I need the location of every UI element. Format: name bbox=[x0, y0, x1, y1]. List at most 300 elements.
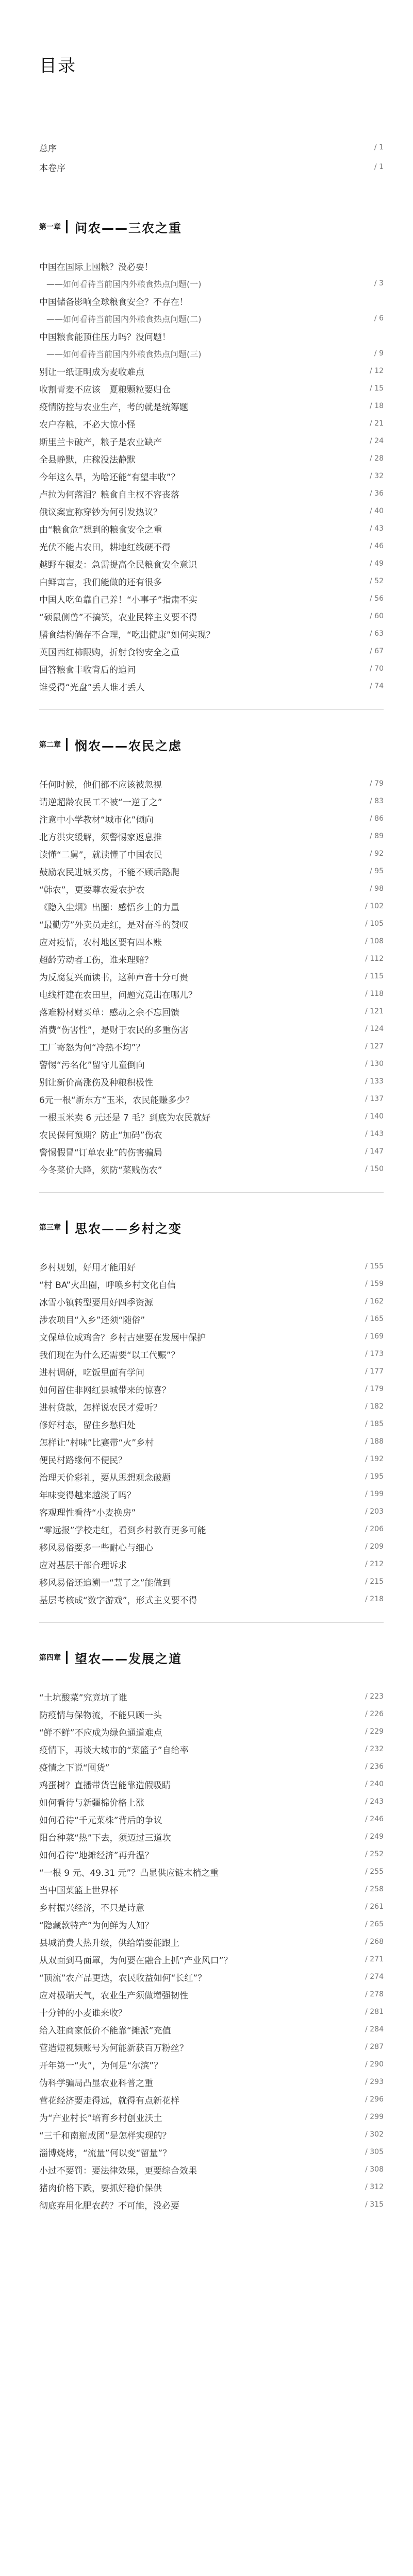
page-number: / 315 bbox=[365, 2200, 384, 2209]
toc-entry[interactable] bbox=[39, 292, 384, 310]
toc-entry[interactable] bbox=[39, 2108, 384, 2126]
page-number: / 143 bbox=[365, 1130, 384, 1138]
chapter-heading[interactable] bbox=[39, 1215, 384, 1239]
chapter-divider-bar bbox=[66, 220, 68, 233]
entry-title: 十分钟的小麦谁来收？ bbox=[39, 2008, 127, 2019]
chapter-divider bbox=[39, 1622, 384, 1623]
toc-entry[interactable] bbox=[39, 2021, 384, 2038]
toc-entry[interactable] bbox=[39, 450, 384, 467]
entry-title: 如何留住非网红县城带来的惊喜？ bbox=[39, 1385, 171, 1396]
toc-entry[interactable] bbox=[39, 590, 384, 607]
toc-entry[interactable] bbox=[39, 1090, 384, 1108]
toc-entry[interactable] bbox=[39, 1933, 384, 1951]
entry-title: 小过不要罚：要法律效果，更要综合效果 bbox=[39, 2165, 197, 2176]
page-number: / 284 bbox=[365, 2025, 384, 2033]
page-number: / 243 bbox=[365, 1798, 384, 1806]
entry-title: 我们现在为什么还需要“以工代赈”？ bbox=[39, 1350, 180, 1361]
entry-title: 越野车辗麦：急需提高全民粮食安全意识 bbox=[39, 560, 197, 570]
entry-title: 移风易俗要多一些耐心与细心 bbox=[39, 1543, 153, 1553]
page-number: / 98 bbox=[370, 885, 384, 893]
toc-entry[interactable] bbox=[39, 827, 384, 845]
entry-title: 消费“伤害性”，是财于农民的多重伤害 bbox=[39, 1025, 189, 1036]
toc-entry[interactable] bbox=[39, 1055, 384, 1073]
toc-entry[interactable] bbox=[39, 1590, 384, 1608]
entry-title: 给入驻商家低价不能靠“摊派”充值 bbox=[39, 2025, 171, 2036]
page-number: / 127 bbox=[365, 1042, 384, 1050]
entry-title: 别让新价高涨伤及种粮积极性 bbox=[39, 1077, 153, 1088]
chapter-divider bbox=[39, 1192, 384, 1193]
toc-entry[interactable] bbox=[39, 1775, 384, 1793]
page-number: / 79 bbox=[370, 779, 384, 788]
page-number: / 15 bbox=[370, 384, 384, 393]
entry-title: 请逆超龄农民工不被“一逆了之” bbox=[39, 797, 162, 808]
entry-title: 注意中小学教材“城市化”倾向 bbox=[39, 815, 154, 825]
page-number: / 130 bbox=[365, 1060, 384, 1068]
toc-entry[interactable] bbox=[39, 1450, 384, 1468]
entry-title: 为“产业村长”培育乡村创业沃土 bbox=[39, 2113, 162, 2124]
entry-title: 进村调研，吃饭里面有学问 bbox=[39, 1367, 144, 1378]
entry-title: ——如何看待当前国内外粮食热点问题(二) bbox=[46, 314, 202, 324]
entry-title: 乡村振兴经济，不只是诗意 bbox=[39, 1903, 144, 1913]
toc-entry[interactable] bbox=[39, 1916, 384, 1933]
entry-title: 文保单位成鸡舍？乡村古建要在发展中保护 bbox=[39, 1332, 206, 1343]
toc-entry[interactable] bbox=[39, 327, 384, 345]
chapter-section bbox=[39, 1215, 384, 1608]
toc-entry[interactable] bbox=[39, 1275, 384, 1293]
toc-entry[interactable] bbox=[39, 1828, 384, 1845]
entry-title: 治理天价彩礼，要从思想观念破题 bbox=[39, 1472, 171, 1483]
toc-entry[interactable] bbox=[39, 485, 384, 502]
toc-entry[interactable] bbox=[39, 380, 384, 397]
toc-entry[interactable] bbox=[39, 1503, 384, 1520]
front-matter-item[interactable] bbox=[39, 138, 384, 157]
entry-title: 伪科学骗局凸显农业科普之重 bbox=[39, 2078, 153, 2089]
toc-entry[interactable] bbox=[39, 1688, 384, 1705]
entry-title: 白鲜寓言，我们能做的还有很多 bbox=[39, 577, 162, 588]
entry-title: “顶流”农产品更迭，农民收益如何“长红”？ bbox=[39, 1973, 207, 1984]
page-number: / 159 bbox=[365, 1280, 384, 1288]
toc-entry[interactable] bbox=[39, 1433, 384, 1450]
entry-title: 鸡蛋树？直播带货岂能靠造假吸睛 bbox=[39, 1780, 171, 1791]
toc-entry[interactable] bbox=[39, 792, 384, 810]
toc-entry[interactable] bbox=[39, 415, 384, 432]
page-number: / 83 bbox=[370, 797, 384, 805]
toc-entry[interactable] bbox=[39, 1880, 384, 1898]
page-number: / 305 bbox=[365, 2148, 384, 2156]
entry-title: 警惕假冒“订单农业”的伤害骗局 bbox=[39, 1147, 162, 1158]
toc-entry[interactable] bbox=[39, 2056, 384, 2073]
page-number: / 32 bbox=[370, 472, 384, 480]
toc-entry[interactable] bbox=[39, 1380, 384, 1398]
entry-title: 如何看待“地摊经济”再升温？ bbox=[39, 1850, 154, 1861]
page-number: / 278 bbox=[365, 1990, 384, 1998]
toc-entry[interactable] bbox=[39, 1328, 384, 1345]
toc-entry[interactable] bbox=[39, 1345, 384, 1363]
page-number: / 74 bbox=[370, 682, 384, 690]
entry-title: 防疫情与保物流，不能只顾一头 bbox=[39, 1710, 162, 1721]
entry-title: 修好村态，留住乡愁归处 bbox=[39, 1420, 136, 1431]
entry-title: ——如何看待当前国内外粮食热点问题(三) bbox=[46, 349, 202, 359]
page-number: / 24 bbox=[370, 437, 384, 445]
page-number: / 215 bbox=[365, 1578, 384, 1586]
page-number: / 252 bbox=[365, 1850, 384, 1858]
toc-entry[interactable] bbox=[39, 1951, 384, 1968]
entry-title: 便民村路缘何不便民？ bbox=[39, 1455, 127, 1466]
toc-entry[interactable] bbox=[39, 1310, 384, 1328]
page-number: / 271 bbox=[365, 1955, 384, 1963]
front-matter-label: 本卷序 bbox=[39, 163, 65, 174]
toc-entry[interactable] bbox=[39, 1468, 384, 1485]
toc-entry[interactable] bbox=[39, 1038, 384, 1055]
page-number: / 70 bbox=[370, 665, 384, 673]
page-number: / 229 bbox=[365, 1727, 384, 1736]
page-number: / 115 bbox=[365, 972, 384, 980]
toc-entry[interactable] bbox=[39, 1740, 384, 1758]
toc-entry[interactable] bbox=[39, 397, 384, 415]
toc-entry[interactable] bbox=[39, 2091, 384, 2108]
page-number: / 192 bbox=[365, 1455, 384, 1463]
toc-entry[interactable] bbox=[39, 1863, 384, 1880]
entry-title: 当中国菜篮上世界杯 bbox=[39, 1885, 118, 1896]
entry-title: ——如何看待当前国内外粮食热点问题(一) bbox=[46, 279, 202, 289]
toc-entry[interactable] bbox=[39, 2126, 384, 2143]
page-number: / 173 bbox=[365, 1350, 384, 1358]
toc-entry[interactable] bbox=[39, 1143, 384, 1160]
toc-entry[interactable] bbox=[39, 625, 384, 642]
entry-title: “土坑酸菜”究竟坑了谁 bbox=[39, 1692, 127, 1703]
page-number: / 150 bbox=[365, 1165, 384, 1173]
chapter-divider-bar bbox=[66, 1221, 68, 1234]
toc-entry[interactable] bbox=[39, 1898, 384, 1916]
entry-title: 由“粮食危”想到的粮食安全之重 bbox=[39, 524, 162, 535]
toc-entry[interactable] bbox=[39, 897, 384, 915]
toc-entry[interactable] bbox=[39, 660, 384, 677]
page-number: / 6 bbox=[374, 314, 384, 323]
chapter-heading[interactable] bbox=[39, 733, 384, 756]
toc-entry[interactable] bbox=[39, 520, 384, 537]
page-number: / 9 bbox=[374, 349, 384, 358]
toc-entry[interactable] bbox=[39, 2196, 384, 2213]
entry-title: 卢拉为何落泪？粮食自主权不容丧落 bbox=[39, 489, 179, 500]
page-number: / 124 bbox=[365, 1025, 384, 1033]
page-number: / 108 bbox=[365, 937, 384, 945]
page-number: / 209 bbox=[365, 1543, 384, 1551]
entry-title: 开年第一“火”，为何是“尔滨”？ bbox=[39, 2060, 163, 2071]
chapter-heading[interactable] bbox=[39, 215, 384, 239]
chapter-divider bbox=[39, 709, 384, 710]
entry-title: 《隐入尘烟》出圈：感悟乡土的力量 bbox=[39, 902, 179, 913]
entry-title: 一根玉米卖 6 元还是 7 毛？到底为农民就好 bbox=[39, 1112, 211, 1123]
page-number: / 89 bbox=[370, 832, 384, 840]
page-number: / 137 bbox=[365, 1095, 384, 1103]
page-number: / 312 bbox=[365, 2183, 384, 2191]
page-number: / 265 bbox=[365, 1920, 384, 1928]
page-number: / 86 bbox=[370, 815, 384, 823]
entry-title: 6元一根“新东方”玉米，农民能赚多少？ bbox=[39, 1095, 194, 1106]
page-number: / 147 bbox=[365, 1147, 384, 1156]
entry-title: 年味变得越来越淡了吗？ bbox=[39, 1490, 136, 1501]
entry-title: 阳台种菜“热”下去，须迈过三道坎 bbox=[39, 1833, 171, 1843]
toc-entry[interactable] bbox=[39, 467, 384, 485]
toc-entry[interactable] bbox=[39, 607, 384, 625]
entry-title: 应对基层干部合理诉求 bbox=[39, 1560, 127, 1571]
toc-entry[interactable] bbox=[39, 968, 384, 985]
page-number: / 105 bbox=[365, 920, 384, 928]
entry-title: 农户存粮，不必大惊小怪 bbox=[39, 419, 136, 430]
entry-title: “硕鼠侧兽”不搞笑，农业民粹主义要不得 bbox=[39, 612, 197, 623]
page-number: / 268 bbox=[365, 1938, 384, 1946]
toc-entry[interactable] bbox=[39, 1485, 384, 1503]
chapter-title: 望农——发展之道 bbox=[75, 1651, 182, 1666]
entry-title: 谁受得“光盘”丢人谁才丢人 bbox=[39, 682, 145, 693]
page-number: / 203 bbox=[365, 1507, 384, 1516]
page-number: / 95 bbox=[370, 867, 384, 875]
entry-title: 从双面到马面罩，为何要在融合上抓“产业风口”？ bbox=[39, 1955, 233, 1966]
toc-entry[interactable] bbox=[39, 915, 384, 933]
page-number: / 188 bbox=[365, 1437, 384, 1446]
toc-entry[interactable] bbox=[39, 1520, 384, 1538]
page-title: 目录 bbox=[39, 56, 76, 76]
entry-title: 疫情下，再谈大城市的“菜篮子”自给率 bbox=[39, 1745, 189, 1756]
entry-title: “村 BA”火出圈，呼唤乡村文化自信 bbox=[39, 1280, 176, 1291]
toc-entry[interactable] bbox=[39, 572, 384, 590]
page-number: / 133 bbox=[365, 1077, 384, 1086]
entry-title: 如何看待“千元菜株”背后的争议 bbox=[39, 1815, 162, 1826]
chapter-heading[interactable] bbox=[39, 1646, 384, 1669]
entry-title: 如何看待与新疆棉价格上涨 bbox=[39, 1798, 144, 1808]
page-number: / 3 bbox=[374, 279, 384, 287]
toc-entry[interactable] bbox=[39, 880, 384, 897]
toc-entry[interactable] bbox=[39, 1573, 384, 1590]
toc-entry[interactable] bbox=[39, 2161, 384, 2178]
toc-entry[interactable] bbox=[39, 502, 384, 520]
entry-title: 北方洪灾缓解，须警惕家返息推 bbox=[39, 832, 162, 843]
toc-entry[interactable] bbox=[39, 677, 384, 695]
page-number: / 92 bbox=[370, 850, 384, 858]
entry-title: “隐藏款特产”为何鲜为人知？ bbox=[39, 1920, 154, 1931]
entry-title: 警惕“污名化”留守儿童倒向 bbox=[39, 1060, 145, 1071]
chapter-section bbox=[39, 215, 384, 695]
toc-entry[interactable] bbox=[39, 1363, 384, 1380]
entry-title: 工厂寄怒为何“冷热不均”？ bbox=[39, 1042, 145, 1053]
page-number: / 12 bbox=[370, 367, 384, 375]
page-number: / 185 bbox=[365, 1420, 384, 1428]
entry-title: 中国在国际上囤粮？没必要！ bbox=[39, 262, 153, 273]
toc-entry[interactable] bbox=[39, 1108, 384, 1125]
toc-entry[interactable] bbox=[39, 775, 384, 792]
entry-title: 鼓励农民进城买房，不能不顾后路爬 bbox=[39, 867, 179, 878]
page-number: / 63 bbox=[370, 630, 384, 638]
toc-entry[interactable] bbox=[39, 1968, 384, 1986]
entry-title: 基层考核成“数字游戏”，形式主义要不得 bbox=[39, 1595, 197, 1606]
toc-entry[interactable] bbox=[39, 1073, 384, 1090]
toc-entry[interactable] bbox=[39, 642, 384, 660]
chapters-container bbox=[39, 215, 384, 2213]
entry-title: “最勤劳”外卖员走红，是对奋斗的赞叹 bbox=[39, 920, 189, 930]
entry-title: 县城消费大热升级，供给端要能跟上 bbox=[39, 1938, 179, 1948]
page-number: / 67 bbox=[370, 647, 384, 655]
toc-entry[interactable] bbox=[39, 1258, 384, 1275]
toc-subtitle-entry[interactable] bbox=[39, 345, 384, 362]
entry-title: “韩农”，更要尊农爱农护农 bbox=[39, 885, 145, 895]
toc-entry[interactable] bbox=[39, 985, 384, 1003]
page-number: / 121 bbox=[365, 1007, 384, 1015]
toc-entry[interactable] bbox=[39, 933, 384, 950]
front-matter-list bbox=[39, 138, 384, 177]
page-number: / 169 bbox=[365, 1332, 384, 1341]
entry-title: “零远报”学校走红，看到乡村教育更多可能 bbox=[39, 1525, 206, 1536]
entry-title: 应对极端天气，农业生产须做增强韧性 bbox=[39, 1990, 188, 2001]
entry-title: 中国储备影响全球粮食安全？不存在！ bbox=[39, 297, 188, 308]
toc-entry[interactable] bbox=[39, 257, 384, 275]
page-number: / 36 bbox=[370, 489, 384, 498]
entry-title: 彻底弃用化肥农药？不可能，没必要 bbox=[39, 2200, 179, 2211]
toc-entry[interactable] bbox=[39, 2178, 384, 2196]
page-number: / 299 bbox=[365, 2113, 384, 2121]
page-number: / 255 bbox=[365, 1868, 384, 1876]
entry-title: 落难粉材财买单：感动之余不忘回馈 bbox=[39, 1007, 179, 1018]
page-number: / 249 bbox=[365, 1833, 384, 1841]
toc-entry[interactable] bbox=[39, 2038, 384, 2056]
entry-title: 移风易俗还追溯一“慧了之”能做到 bbox=[39, 1578, 171, 1588]
toc-subtitle-entry[interactable] bbox=[39, 310, 384, 327]
entry-title: 光伏不能占农田，耕地红线硬不得 bbox=[39, 542, 171, 553]
toc-entry[interactable] bbox=[39, 537, 384, 555]
chapter-title: 问农——三农之重 bbox=[75, 221, 182, 235]
entry-title: 电线杆建在农田里，问题究竟出在哪儿？ bbox=[39, 990, 197, 1001]
page-number: / 287 bbox=[365, 2043, 384, 2051]
toc-entry[interactable] bbox=[39, 555, 384, 572]
page-number: / 52 bbox=[370, 577, 384, 585]
page-number: / 40 bbox=[370, 507, 384, 515]
page-number: / 165 bbox=[365, 1315, 384, 1323]
toc-entry[interactable] bbox=[39, 1003, 384, 1020]
toc-entry[interactable] bbox=[39, 845, 384, 862]
page-number: / 293 bbox=[365, 2078, 384, 2086]
entry-title: 斯里兰卡破产，粮子是农业缺产 bbox=[39, 437, 162, 448]
toc-entry[interactable] bbox=[39, 1810, 384, 1828]
toc-subtitle-entry[interactable] bbox=[39, 275, 384, 292]
page-number: / 199 bbox=[365, 1490, 384, 1498]
entry-title: 今冬菜价大降，须防“菜贱伤农” bbox=[39, 1165, 162, 1176]
toc-entry[interactable] bbox=[39, 2143, 384, 2161]
page-number: / 179 bbox=[365, 1385, 384, 1393]
entry-title: 为反腐复兴而读书，这种声音十分可贵 bbox=[39, 972, 188, 983]
page-number: / 281 bbox=[365, 2008, 384, 2016]
entry-title: 今年这么旱，为啥还能“有望丰收”？ bbox=[39, 472, 180, 483]
page-number: / 21 bbox=[370, 419, 384, 428]
entry-title: 英国西红柿限购，折射食物安全之重 bbox=[39, 647, 179, 658]
toc-entry[interactable] bbox=[39, 1705, 384, 1723]
chapter-section bbox=[39, 733, 384, 1178]
page-number: / 43 bbox=[370, 524, 384, 533]
entry-title: 收割青麦不应该 夏粮颗粒要归仓 bbox=[39, 384, 171, 395]
entry-title: 全县静默，庄稼没法静默 bbox=[39, 454, 136, 465]
page-number: / 102 bbox=[365, 902, 384, 910]
entry-title: 怎样让“村味”比赛带“火”乡村 bbox=[39, 1437, 154, 1448]
page-number: / 212 bbox=[365, 1560, 384, 1568]
entry-title: 读懂“二舅”，就读懂了中国农民 bbox=[39, 850, 162, 860]
page-number: / 258 bbox=[365, 1885, 384, 1893]
toc-entry[interactable] bbox=[39, 1293, 384, 1310]
chapter-title: 思农——乡村之变 bbox=[75, 1221, 182, 1236]
front-matter-label: 总序 bbox=[39, 143, 57, 154]
chapter-title: 悯农——农民之虑 bbox=[75, 738, 182, 753]
chapter-number: 第二章 bbox=[39, 741, 61, 749]
page-number: / 302 bbox=[365, 2130, 384, 2139]
entry-title: 疫情之下说“囤货” bbox=[39, 1762, 110, 1773]
page-number: / 18 bbox=[370, 402, 384, 410]
toc-entry[interactable] bbox=[39, 1986, 384, 2003]
entry-title: 任何时候，他们都不应该被忽视 bbox=[39, 779, 162, 790]
entry-title: 中国人吃鱼靠自己养！“小事子”指肃不实 bbox=[39, 595, 197, 605]
toc-entry[interactable] bbox=[39, 1160, 384, 1178]
chapter-number: 第四章 bbox=[39, 1654, 61, 1662]
toc-entry[interactable] bbox=[39, 810, 384, 827]
front-matter-item[interactable] bbox=[39, 157, 384, 177]
entry-title: 冰雪小镇转型要用好四季资源 bbox=[39, 1297, 153, 1308]
toc-entry[interactable] bbox=[39, 862, 384, 880]
toc-entry[interactable] bbox=[39, 1793, 384, 1810]
page-number: / 240 bbox=[365, 1780, 384, 1788]
toc-entry[interactable] bbox=[39, 1723, 384, 1740]
toc-entry[interactable] bbox=[39, 1538, 384, 1555]
chapter-divider-bar bbox=[66, 1651, 68, 1664]
chapter-section bbox=[39, 1646, 384, 2213]
entry-title: “一根 9 元、49.31 元”？凸显供应链末梢之重 bbox=[39, 1868, 219, 1878]
chapter-number: 第一章 bbox=[39, 223, 61, 231]
toc-entry[interactable] bbox=[39, 1415, 384, 1433]
page-number: / 60 bbox=[370, 612, 384, 620]
toc-entry[interactable] bbox=[39, 1555, 384, 1573]
toc-entry[interactable] bbox=[39, 1020, 384, 1038]
entry-title: 应对疫情，农村地区要有四本账 bbox=[39, 937, 162, 948]
entry-title: 客观理性看待“小麦换房” bbox=[39, 1507, 136, 1518]
entry-title: 营造短视频账号为何能新获百万粉丝？ bbox=[39, 2043, 188, 2054]
toc-entry[interactable] bbox=[39, 432, 384, 450]
entry-title: 膳食结构倘存不合理，“吃出健康”如何实现？ bbox=[39, 630, 215, 640]
page-number: / 1 bbox=[374, 163, 384, 171]
toc-entry[interactable] bbox=[39, 1845, 384, 1863]
entry-title: 中国粮食能顶住压力吗？没问题！ bbox=[39, 332, 171, 343]
chapter-divider-bar bbox=[66, 738, 68, 751]
page-number: / 118 bbox=[365, 990, 384, 998]
page-number: / 274 bbox=[365, 1973, 384, 1981]
page-number: / 1 bbox=[374, 143, 384, 151]
page-number: / 223 bbox=[365, 1692, 384, 1701]
toc-entry[interactable] bbox=[39, 1125, 384, 1143]
page-number: / 28 bbox=[370, 454, 384, 463]
page-number: / 182 bbox=[365, 1402, 384, 1411]
entry-title: 淄博烧烤，“流量”何以变“留量”？ bbox=[39, 2148, 172, 2159]
toc-entry[interactable] bbox=[39, 362, 384, 380]
entry-title: 乡村规划，好用才能用好 bbox=[39, 1262, 136, 1273]
page-number: / 162 bbox=[365, 1297, 384, 1306]
toc-entry[interactable] bbox=[39, 2073, 384, 2091]
page-number: / 261 bbox=[365, 1903, 384, 1911]
page-number: / 232 bbox=[365, 1745, 384, 1753]
toc-entry[interactable] bbox=[39, 1758, 384, 1775]
toc-entry[interactable] bbox=[39, 950, 384, 968]
entry-title: 超龄劳动者工伤，谁来理赔？ bbox=[39, 955, 153, 965]
entry-title: 回答粮食丰收背后的追问 bbox=[39, 665, 136, 675]
toc-entry[interactable] bbox=[39, 1398, 384, 1415]
page-number: / 56 bbox=[370, 595, 384, 603]
page-number: / 226 bbox=[365, 1710, 384, 1718]
page-number: / 246 bbox=[365, 1815, 384, 1823]
toc-entry[interactable] bbox=[39, 2003, 384, 2021]
page-number: / 290 bbox=[365, 2060, 384, 2069]
